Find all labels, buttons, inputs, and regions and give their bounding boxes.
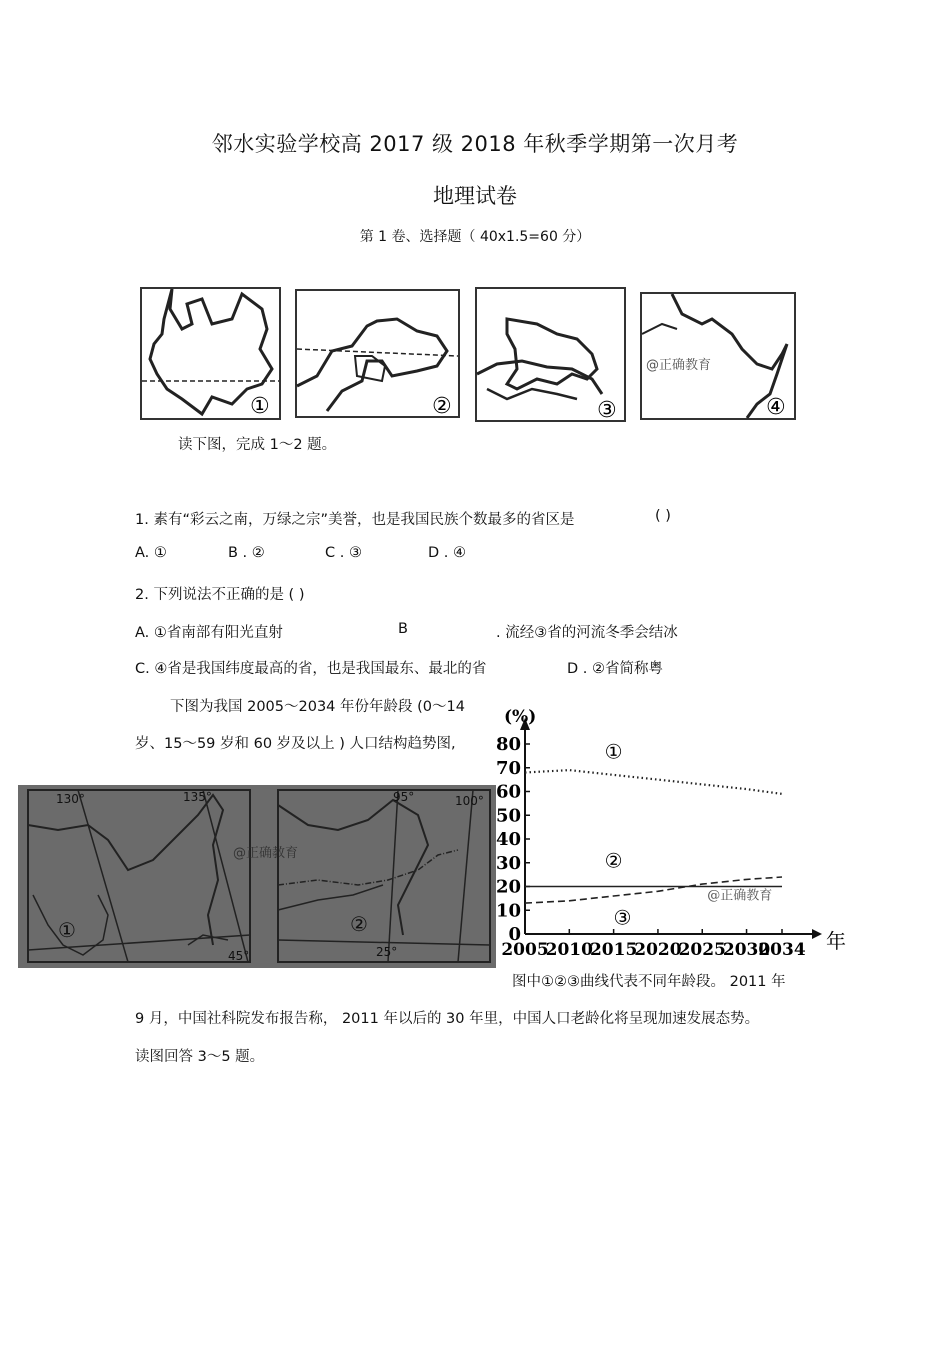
y-axis-label: (%) xyxy=(504,707,537,727)
chart-watermark: @正确教育 xyxy=(707,888,773,904)
map-watermark: @正确教育 xyxy=(646,358,712,373)
series-label-2: ② xyxy=(604,848,623,873)
right-map-lon2: 100° xyxy=(455,794,484,808)
x-tick-label: 2020 xyxy=(634,940,682,960)
province-map-4 xyxy=(640,292,796,420)
map-label-2: ② xyxy=(432,394,452,419)
right-map-lon1: 95° xyxy=(393,790,415,804)
q1-option-c: C . ③ xyxy=(325,545,362,561)
x-tick-label: 2005 xyxy=(501,940,549,960)
passage-line-5: 读图回答 3～5 题。 xyxy=(135,1049,265,1065)
province-map-3 xyxy=(475,287,626,422)
x-axis-label: 年 xyxy=(826,929,846,953)
grid-map-watermark: @正确教育 xyxy=(233,846,299,861)
passage-line-4: 9 月，中国社科院发布报告称， 2011 年以后的 30 年里，中国人口老龄化将呈现加速发展态势。 xyxy=(135,1011,760,1027)
passage-line-3: 图中①②③曲线代表不同年龄段。 2011 年 xyxy=(512,974,786,990)
q2-option-a: A. ①省南部有阳光直射 xyxy=(135,625,283,641)
y-tick-label: 20 xyxy=(495,876,521,898)
province-map-2 xyxy=(295,289,460,418)
right-map-region: ② xyxy=(350,912,368,936)
q1-option-d: D . ④ xyxy=(428,545,466,561)
q1-option-b: B . ② xyxy=(228,545,265,561)
series-label-3: ③ xyxy=(613,905,632,930)
map-label-3: ③ xyxy=(597,398,617,423)
section-title: 第 1 卷、选择题（ 40x1.5=60 分） xyxy=(359,229,591,245)
x-axis-arrow xyxy=(812,929,822,939)
question-2-stem: 2. 下列说法不正确的是 ( ) xyxy=(135,587,305,603)
q2-option-d: D . ②省简称粤 xyxy=(567,661,663,677)
y-tick-label: 30 xyxy=(495,852,521,874)
right-map-lat: 25° xyxy=(376,945,398,959)
y-tick-label: 80 xyxy=(495,734,521,755)
passage-line-1: 下图为我国 2005～2034 年份年龄段 (0～14 xyxy=(170,699,465,715)
y-tick-label: 10 xyxy=(495,900,521,922)
x-tick-label: 2025 xyxy=(678,940,726,960)
x-tick-label: 2010 xyxy=(545,940,593,960)
x-tick-label: 2030 xyxy=(722,940,771,960)
map-label-1: ① xyxy=(250,394,270,419)
y-tick-label: 0 xyxy=(508,924,521,945)
q2-option-b-text: . 流经③省的河流冬季会结冰 xyxy=(496,625,678,641)
question-1-blank: ( ) xyxy=(655,508,671,524)
passage-line-2: 岁、15～59 岁和 60 岁及以上 ) 人口结构趋势图, xyxy=(135,736,456,752)
q1-option-a: A. ① xyxy=(135,545,167,561)
province-map-1 xyxy=(140,287,281,420)
exam-title: 邻水实验学校高 2017 级 2018 年秋季学期第一次月考 xyxy=(211,132,739,156)
q2-option-c: C. ④省是我国纬度最高的省，也是我国最东、最北的省 xyxy=(135,661,487,677)
grid-maps-image xyxy=(18,785,496,968)
left-map-lon2: 135° xyxy=(183,790,212,804)
maps-caption: 读下图，完成 1～2 题。 xyxy=(178,437,337,453)
x-tick-label: 2015 xyxy=(589,940,638,960)
series-label-1: ① xyxy=(604,739,623,764)
left-map-region: ① xyxy=(58,918,76,942)
y-tick-label: 40 xyxy=(495,829,521,850)
population-chart xyxy=(495,700,850,965)
subject-title: 地理试卷 xyxy=(433,184,517,208)
question-1-stem: 1. 素有“彩云之南，万绿之宗”美誉，也是我国民族个数最多的省区是 xyxy=(135,512,575,528)
series-line-1 xyxy=(525,770,782,794)
left-map-lon1: 130° xyxy=(56,792,85,806)
y-tick-label: 60 xyxy=(495,781,521,803)
map-label-4: ④ xyxy=(766,395,786,420)
x-tick-label: 2034 xyxy=(758,940,806,960)
y-tick-label: 70 xyxy=(495,757,521,779)
y-tick-label: 50 xyxy=(495,805,521,827)
left-map-lat: 45° xyxy=(228,949,250,963)
q2-option-b-letter: B xyxy=(398,621,408,637)
